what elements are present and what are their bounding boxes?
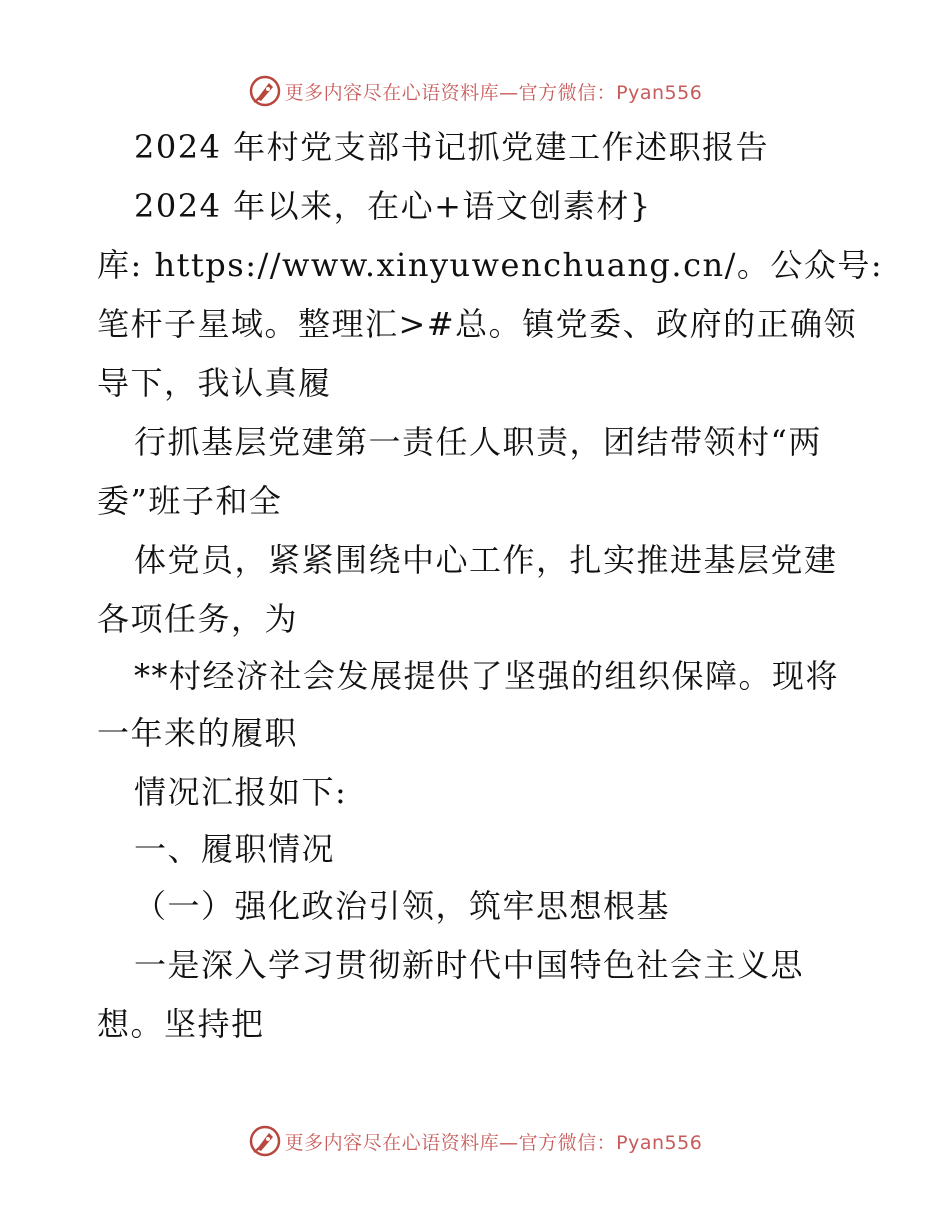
paragraph-line: 体党员，紧紧围绕中心工作，扎实推进基层党建 [134,541,838,579]
paragraph-line: 行抓基层党建第一责任人职责，团结带领村“两 [134,423,822,461]
paragraph-line: 委”班子和全 [97,482,283,520]
subsection-heading: （一）强化政治引领，筑牢思想根基 [134,887,671,925]
paragraph-line: 导下，我认真履 [97,364,332,402]
paragraph-line: **村经济社会发展提供了坚强的组织保障。现将 [134,657,840,695]
document-title: 2024 年村党支部书记抓党建工作述职报告 [134,128,770,166]
paragraph-line: 2024 年以来，在心+语文创素材} [134,187,652,225]
paragraph-line: 一是深入学习贯彻新时代中国特色社会主义思 [134,946,805,984]
pen-nib-logo-icon [248,1124,282,1158]
watermark-text: 更多内容尽在心语资料库—官方微信：Pyan556 [284,1131,703,1154]
paragraph-line: 库: https://www.xinyuwenchuang.cn/。公众号: [97,246,884,284]
paragraph-line: 情况汇报如下: [134,773,348,811]
paragraph-line: 各项任务，为 [97,600,299,638]
paragraph-line: 一年来的履职 [97,714,299,752]
paragraph-line: 笔杆子星域。整理汇>#总。镇党委、政府的正确领 [97,305,858,343]
watermark-text: 更多内容尽在心语资料库—官方微信：Pyan556 [284,81,703,104]
footer-watermark-banner [0,1121,950,1161]
section-heading: 一、履职情况 [134,830,336,868]
paragraph-line: 想。坚持把 [97,1005,265,1043]
